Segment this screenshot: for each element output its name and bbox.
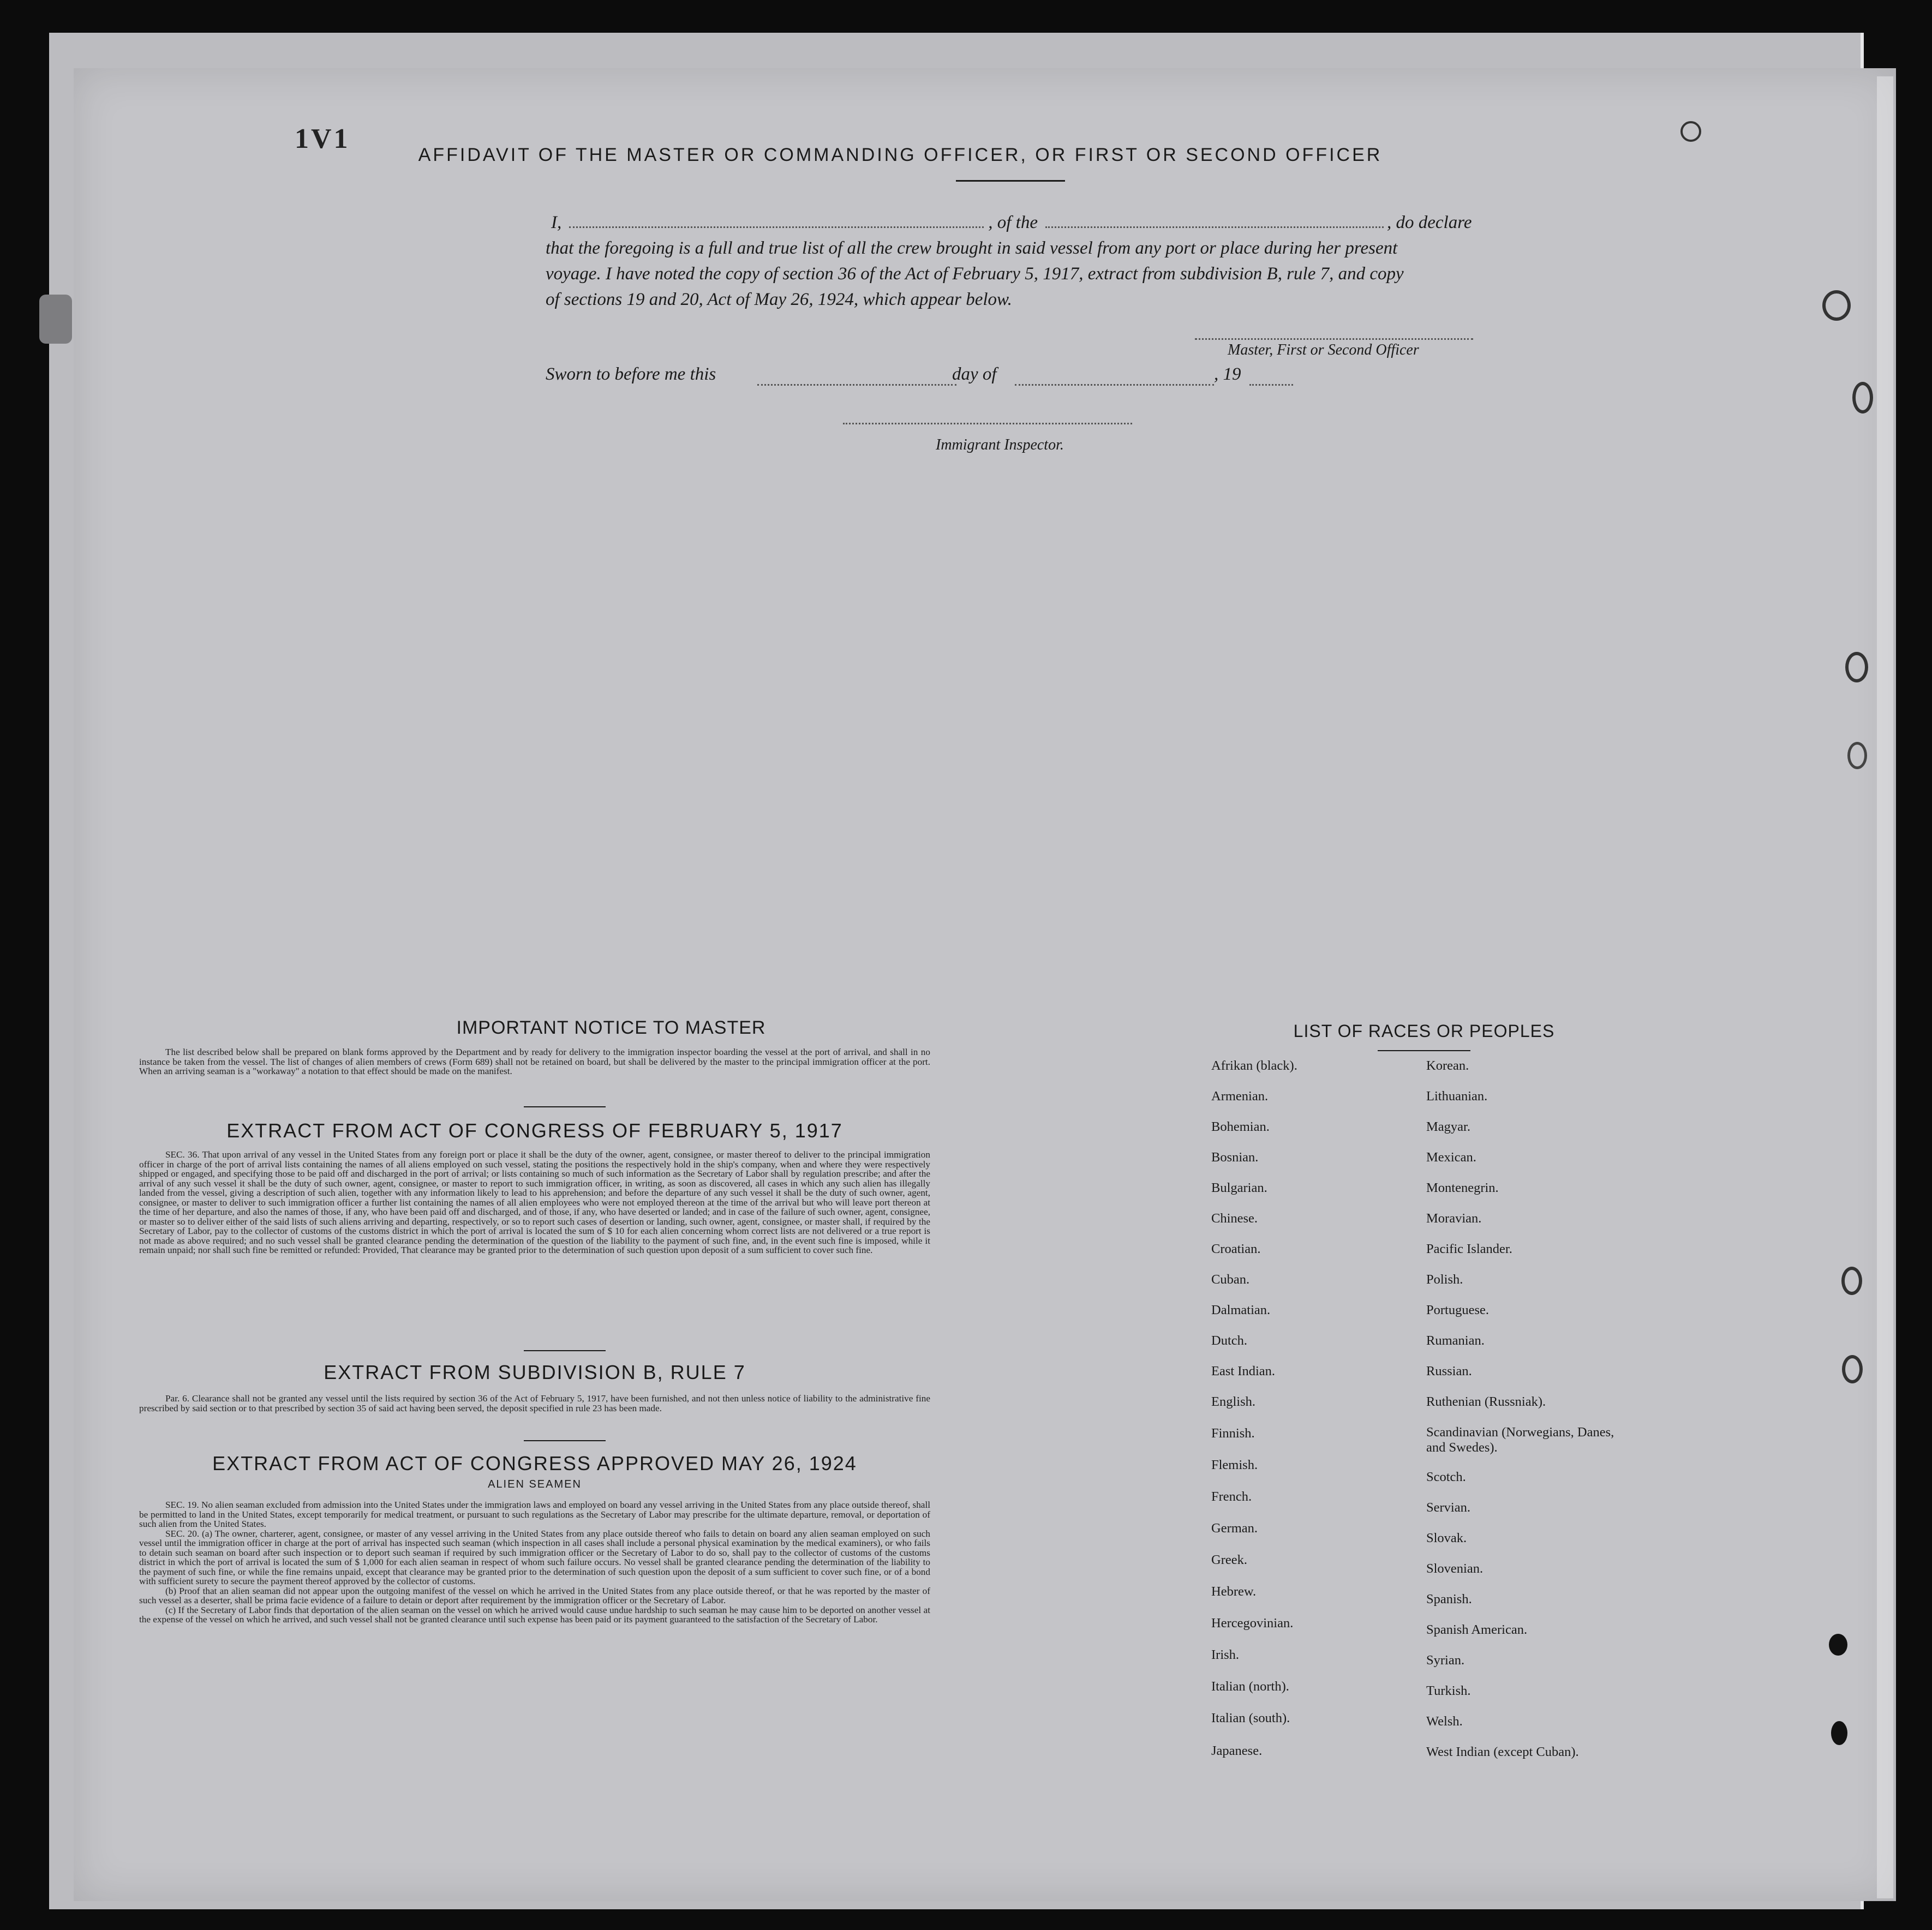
race-item: Mexican. bbox=[1426, 1150, 1476, 1165]
master-signature-line[interactable] bbox=[1195, 338, 1473, 340]
race-item: Portuguese. bbox=[1426, 1303, 1489, 1317]
races-title: LIST OF RACES OR PEOPLES bbox=[1293, 1021, 1555, 1041]
race-item: Korean. bbox=[1426, 1058, 1469, 1073]
race-item: Italian (south). bbox=[1211, 1711, 1290, 1725]
extract-1924-subtitle: ALIEN SEAMEN bbox=[488, 1478, 582, 1490]
race-item: Japanese. bbox=[1211, 1743, 1263, 1758]
sec19-text: SEC. 19. No alien seaman excluded from admission into the United States under the immigration laws and employed on board any vessel arriving in the United States from any place outside thereof, shall be permitted to land in the United States, except temporarily for medical treatment, or pursuant to such regulations as the Secretary of Labor may prescribe for the ultimate departure, removal, or deportation of such alien from the United States. bbox=[139, 1500, 930, 1529]
race-item: Chinese. bbox=[1211, 1211, 1258, 1226]
binder-hole bbox=[1847, 742, 1867, 769]
race-item: Polish. bbox=[1426, 1272, 1463, 1287]
race-item: Pacific Islander. bbox=[1426, 1242, 1512, 1256]
race-item: Croatian. bbox=[1211, 1242, 1261, 1256]
declaration-line-1 bbox=[546, 210, 1517, 236]
race-item: Scandinavian (Norwegians, Danes, and Swedes). bbox=[1426, 1425, 1614, 1455]
binder-hole bbox=[1680, 121, 1701, 142]
race-item: Moravian. bbox=[1426, 1211, 1482, 1226]
race-item: Magyar. bbox=[1426, 1119, 1470, 1134]
race-item: Dalmatian. bbox=[1211, 1303, 1271, 1317]
section-divider bbox=[524, 1106, 606, 1107]
sec20a-text: SEC. 20. (a) The owner, charterer, agent, consignee, or master of any vessel arriving in the United States from any place outside thereof who fails to detain on board any alien seaman employed on such vessel until the immigration officer in charge at the port of arrival has inspected such seaman (which inspection in all cases shall include a personal physical examination by the medical examiners), or who fails to detain such seaman on board after such inspection or to deport such seaman if required by such immigration officer or the Secretary of Labor to do so, shall pay to the collector of customs of the customs district in which the port of arrival is located the sum of $ 1,000 for each alien seaman in respect of whom such failure occurs. No vessel shall be granted clearance pending the determination of the liability to the payment of such fine, or while the fine remains unpaid, except that clearance may be granted prior to the determination of such question upon the deposit of a sum sufficient to cover such fine, or of a bond with sufficient surety to secure the payment thereof approved by the collector of customs. bbox=[139, 1528, 930, 1586]
race-item: Armenian. bbox=[1211, 1089, 1269, 1104]
race-item: Bohemian. bbox=[1211, 1119, 1270, 1134]
races-title-underline bbox=[1378, 1050, 1470, 1051]
race-item: Montenegrin. bbox=[1426, 1180, 1499, 1195]
binder-hole bbox=[1845, 652, 1868, 682]
race-item: Ruthenian (Russniak). bbox=[1426, 1394, 1546, 1409]
section-divider bbox=[524, 1350, 606, 1351]
master-signature-label: Master, First or Second Officer bbox=[1228, 341, 1419, 358]
race-item: Cuban. bbox=[1211, 1272, 1250, 1287]
page-edge bbox=[1877, 76, 1893, 1898]
declaration-text bbox=[546, 210, 1517, 313]
name-field[interactable] bbox=[569, 226, 984, 228]
race-item: Welsh. bbox=[1426, 1714, 1463, 1729]
race-item: Greek. bbox=[1211, 1553, 1247, 1567]
do-declare-label: , do declare bbox=[1386, 213, 1472, 232]
race-item: Spanish. bbox=[1426, 1592, 1472, 1607]
section-divider bbox=[524, 1440, 606, 1441]
sec20c-text: (c) If the Secretary of Labor finds that deportation of the alien seaman on the vessel on which he arrived would cause undue hardship to such seaman he may cause him to be deported on another vessel at the expense of the vessel on which he arrived, and such vessel shall not be granted clearance until such expense has been paid or its payment guaranteed to the satisfaction of the Secretary of Labor. bbox=[139, 1604, 930, 1625]
day-of-label: day of bbox=[952, 364, 997, 384]
race-item: Lithuanian. bbox=[1426, 1089, 1488, 1104]
race-item: Scotch. bbox=[1426, 1470, 1466, 1484]
binder-hole bbox=[1841, 1267, 1862, 1295]
inspector-label: Immigrant Inspector. bbox=[936, 436, 1064, 453]
extract-1917-title: EXTRACT FROM ACT OF CONGRESS OF FEBRUARY 5, 1917 bbox=[226, 1119, 843, 1142]
race-item: Italian (north). bbox=[1211, 1679, 1289, 1694]
corner-mark: 1V1 bbox=[295, 123, 350, 154]
race-item: Servian. bbox=[1426, 1500, 1470, 1515]
extract-1924-body bbox=[139, 1500, 930, 1625]
race-item: Hercegovinian. bbox=[1211, 1616, 1294, 1631]
declaration-line-4: of sections 19 and 20, Act of May 26, 1924, which appear below. bbox=[546, 290, 1012, 309]
binder-hole bbox=[1852, 382, 1873, 413]
year-label: , 19 bbox=[1214, 364, 1241, 384]
extract-1917-text: SEC. 36. That upon arrival of any vessel in the United States from any foreign port or place it shall be the duty of the owner, agent, consignee, or master thereof to deliver to the principal immigration officer in charge of the port of arrival lists containing the names of all aliens employed on such vessel, stating the positions the respectively hold in the ship's company, when and where they were respectively shipped or engaged, and specifying those to be paid off and discharged in the port of arrival; or lists containing so much of such information as the Secretary of Labor shall by regulation prescribe; and after the arrival of any such vessel it shall be the duty of such owner, agent, consignee, or master to report to such immigration officer, in writing, as soon as discovered, all cases in which any such alien has illegally landed from the vessel, giving a description of such alien, together with any information likely to lead to his apprehension; and before the departure of any such vessel it shall be the duty of such owner, agent, consignee, or master to deliver to such immigration officer a further list containing the names of all alien employees who were not employed thereon at the time of the arrival but who will leave port thereon at the time of her departure, and also the names of those, if any, who have been paid off and discharged, and of those, if any, who have deserted or landed; and in case of the failure of such owner, agent, consignee, or master so to deliver either of the said lists of such aliens arriving and departing, respectively, or so to report such cases of desertion or landing, such owner, agent, consignee, or master shall, if required by the Secretary of Labor, pay to the collector of customs of the customs district in which the port of arrival is located the sum of $ 10 for each alien concerning whom correct lists are not delivered or a true report is not made as above required; and no such vessel shall be granted clearance pending the determination of the question of the liability to the payment of such fine, and, in the event such fine is imposed, while it remain unpaid; nor shall such fine be remitted or refunded: Provided, That clearance may be granted prior to the determination of such question upon deposit of a sum sufficient to cover such fine. bbox=[139, 1149, 930, 1255]
race-item: German. bbox=[1211, 1521, 1258, 1536]
i-label: I, bbox=[551, 213, 562, 232]
title-underline bbox=[956, 180, 1065, 182]
declaration-line-2: that the foregoing is a full and true list of all the crew brought in said vessel from any port or place during her present bbox=[546, 238, 1398, 258]
of-the-label: , of the bbox=[988, 213, 1038, 232]
race-item: Slovak. bbox=[1426, 1531, 1467, 1545]
sec20b-text: (b) Proof that an alien seaman did not appear upon the outgoing manifest of the vessel on which he arrived in the United States from any place outside thereof, or that he was reported by the master of such vessel as a deserter, shall be prima facie evidence of a failure to detain or deport after requirement by the immigration officer or the Secretary of Labor. bbox=[139, 1585, 930, 1605]
extract-1924-title: EXTRACT FROM ACT OF CONGRESS APPROVED MAY 26, 1924 bbox=[212, 1452, 857, 1475]
race-item: West Indian (except Cuban). bbox=[1426, 1745, 1579, 1759]
race-item: Bosnian. bbox=[1211, 1150, 1259, 1165]
inspector-signature-line[interactable] bbox=[843, 423, 1132, 424]
race-item: Rumanian. bbox=[1426, 1333, 1485, 1348]
declaration-line-3: voyage. I have noted the copy of section 36 of the Act of February 5, 1917, extract from subdivision B, rule 7, and copy bbox=[546, 264, 1404, 284]
race-item: Spanish American. bbox=[1426, 1622, 1528, 1637]
race-item: Syrian. bbox=[1426, 1653, 1465, 1668]
race-item: Bulgarian. bbox=[1211, 1180, 1267, 1195]
affidavit-title: AFFIDAVIT OF THE MASTER OR COMMANDING OFFICER, OR FIRST OR SECOND OFFICER bbox=[418, 145, 1383, 165]
race-item: Hebrew. bbox=[1211, 1584, 1257, 1599]
binder-clip bbox=[39, 295, 72, 344]
race-item: English. bbox=[1211, 1394, 1255, 1409]
front-page bbox=[74, 68, 1896, 1901]
sworn-month-field[interactable] bbox=[1015, 384, 1214, 386]
binder-hole bbox=[1829, 1634, 1847, 1656]
binder-hole bbox=[1822, 290, 1851, 321]
sworn-year-field[interactable] bbox=[1249, 384, 1293, 386]
binder-hole bbox=[1842, 1355, 1863, 1383]
race-item: Afrikan (black). bbox=[1211, 1058, 1297, 1073]
race-item: French. bbox=[1211, 1489, 1252, 1504]
race-item: Flemish. bbox=[1211, 1458, 1258, 1472]
race-item: Russian. bbox=[1426, 1364, 1472, 1378]
race-item: East Indian. bbox=[1211, 1364, 1276, 1378]
race-item: Dutch. bbox=[1211, 1333, 1247, 1348]
race-item: Irish. bbox=[1211, 1647, 1240, 1662]
sworn-label: Sworn to before me this bbox=[546, 364, 716, 384]
notice-text: The list described below shall be prepared on blank forms approved by the Department and by ready for delivery to the immigration inspector boarding the vessel at the port of arrival, and shall in no instance be taken from the vessel. The list of changes of alien members of crews (Form 689) shall not be retained on board, but shall be delivered by the master to the principal immigration officer at the port. When an arriving seaman is a "workaway" a notation to that effect should be made on the manifest. bbox=[139, 1047, 930, 1076]
race-item: Slovenian. bbox=[1426, 1561, 1484, 1576]
sworn-day-field[interactable] bbox=[757, 384, 956, 386]
rule7-title: EXTRACT FROM SUBDIVISION B, RULE 7 bbox=[324, 1361, 746, 1383]
vessel-field[interactable] bbox=[1045, 226, 1384, 228]
race-item: Finnish. bbox=[1211, 1426, 1255, 1441]
notice-title: IMPORTANT NOTICE TO MASTER bbox=[456, 1017, 766, 1038]
race-item: Turkish. bbox=[1426, 1683, 1471, 1698]
binder-hole bbox=[1831, 1721, 1847, 1745]
rule7-text: Par. 6. Clearance shall not be granted any vessel until the lists required by section 36 of the Act of February 5, 1917, have been furnished, and not then unless notice of liability to the administrative fine prescribed by said section or to that prescribed by section 35 of said act having been served, the deposit specified in rule 23 has been made. bbox=[139, 1393, 930, 1413]
